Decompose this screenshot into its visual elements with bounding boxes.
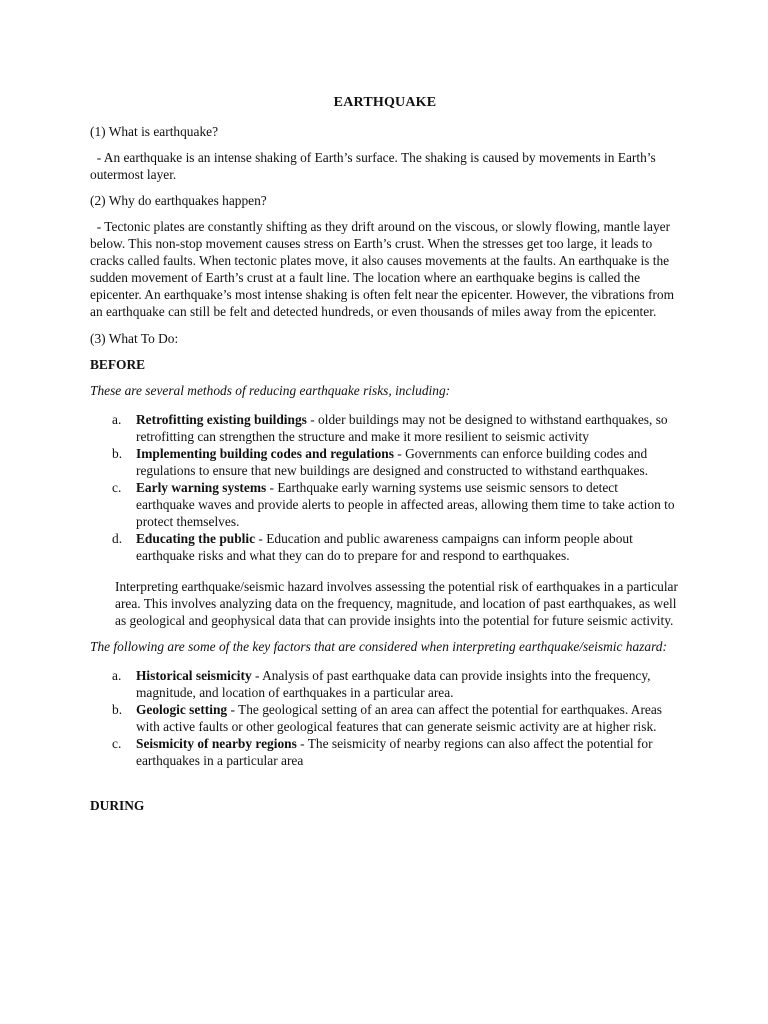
list-item-text: - The seismicity of nearby regions can also affect the potential for earthquakes in a particular area: [136, 736, 653, 768]
list-item: [90, 479, 680, 530]
list-marker: a.: [112, 668, 122, 683]
list-item-text: - Governments can enforce building codes and regulations to ensure that new buildings are designed and constructed to withstand earthquakes.: [136, 446, 649, 478]
list-marker: c.: [112, 480, 122, 495]
list-item-term: Implementing building codes and regulations: [136, 446, 394, 461]
list-item-term: Seismicity of nearby regions: [136, 736, 297, 751]
before-list: [90, 411, 680, 564]
list-item-term: Geologic setting: [136, 702, 228, 717]
list-item-term: Educating the public: [136, 531, 256, 546]
list-item-text: - older buildings may not be designed to withstand earthquakes, so retrofitting can strengthen the structure and make it more resilient to seismic activity: [136, 412, 668, 444]
interpreting-paragraph: Interpreting earthquake/seismic hazard involves assessing the potential risk of earthquakes in a particular area. This involves analyzing data on the frequency, magnitude, and location of past earthquakes, as well as geological and geophysical data that can provide insights into the potential for future seismic activity.: [115, 579, 678, 628]
list-marker: d.: [112, 531, 123, 546]
list-item-term: Early warning systems: [136, 480, 267, 495]
list-marker: c.: [112, 736, 122, 751]
factors-intro: The following are some of the key factors that are considered when interpreting earthquake/seismic hazard:: [90, 639, 667, 654]
list-item: [90, 701, 680, 735]
list-item-text: - The geological setting of an area can affect the potential for earthquakes. Areas with active faults or other geological features that can generate seismic activity are at higher risk.: [136, 702, 663, 734]
list-item: [90, 530, 680, 564]
list-item-text: - Earthquake early warning systems use seismic sensors to detect earthquake waves and provide alerts to people in affected areas, allowing them time to take action to protect themselves.: [136, 480, 675, 529]
list-item: [90, 667, 680, 701]
before-intro: These are several methods of reducing earthquake risks, including:: [90, 383, 451, 398]
list-item-text: - Analysis of past earthquake data can provide insights into the frequency, magnitude, and location of earthquakes in a particular area.: [136, 668, 651, 700]
question-1: (1) What is earthquake?: [90, 124, 219, 139]
list-marker: b.: [112, 446, 123, 461]
list-marker: a.: [112, 412, 122, 427]
before-heading: BEFORE: [90, 357, 146, 372]
list-marker: b.: [112, 702, 123, 717]
list-item: [90, 735, 680, 769]
answer-1: - An earthquake is an intense shaking of Earth’s surface. The shaking is caused by movements in Earth’s outermost layer.: [90, 150, 660, 182]
list-item-term: Historical seismicity: [136, 668, 252, 683]
question-2: (2) Why do earthquakes happen?: [90, 193, 267, 208]
document-page: [90, 94, 680, 814]
question-3: (3) What To Do:: [90, 331, 179, 346]
during-heading: DURING: [90, 798, 145, 813]
list-item: [90, 445, 680, 479]
list-item-term: Retrofitting existing buildings: [136, 412, 307, 427]
list-item-text: - Education and public awareness campaigns can inform people about earthquake risks and what they can do to prepare for and respond to earthquakes.: [136, 531, 633, 563]
document-title: EARTHQUAKE: [333, 95, 437, 110]
factors-list: [90, 667, 680, 769]
list-item: [90, 411, 680, 445]
answer-2: - Tectonic plates are constantly shifting as they drift around on the viscous, or slowly flowing, mantle layer below. This non-stop movement causes stress on Earth’s crust. When the stresses get too large, it leads to cracks called faults. When tectonic plates move, it also causes movements at the faults. An earthquake is the sudden movement of Earth’s crust at a fault line. The location where an earthquake begins is called the epicenter. An earthquake’s most intense shaking is often felt near the epicenter. However, the vibrations from an earthquake can still be felt and detected hundreds, or even thousands of miles away from the epicenter.: [90, 219, 678, 319]
